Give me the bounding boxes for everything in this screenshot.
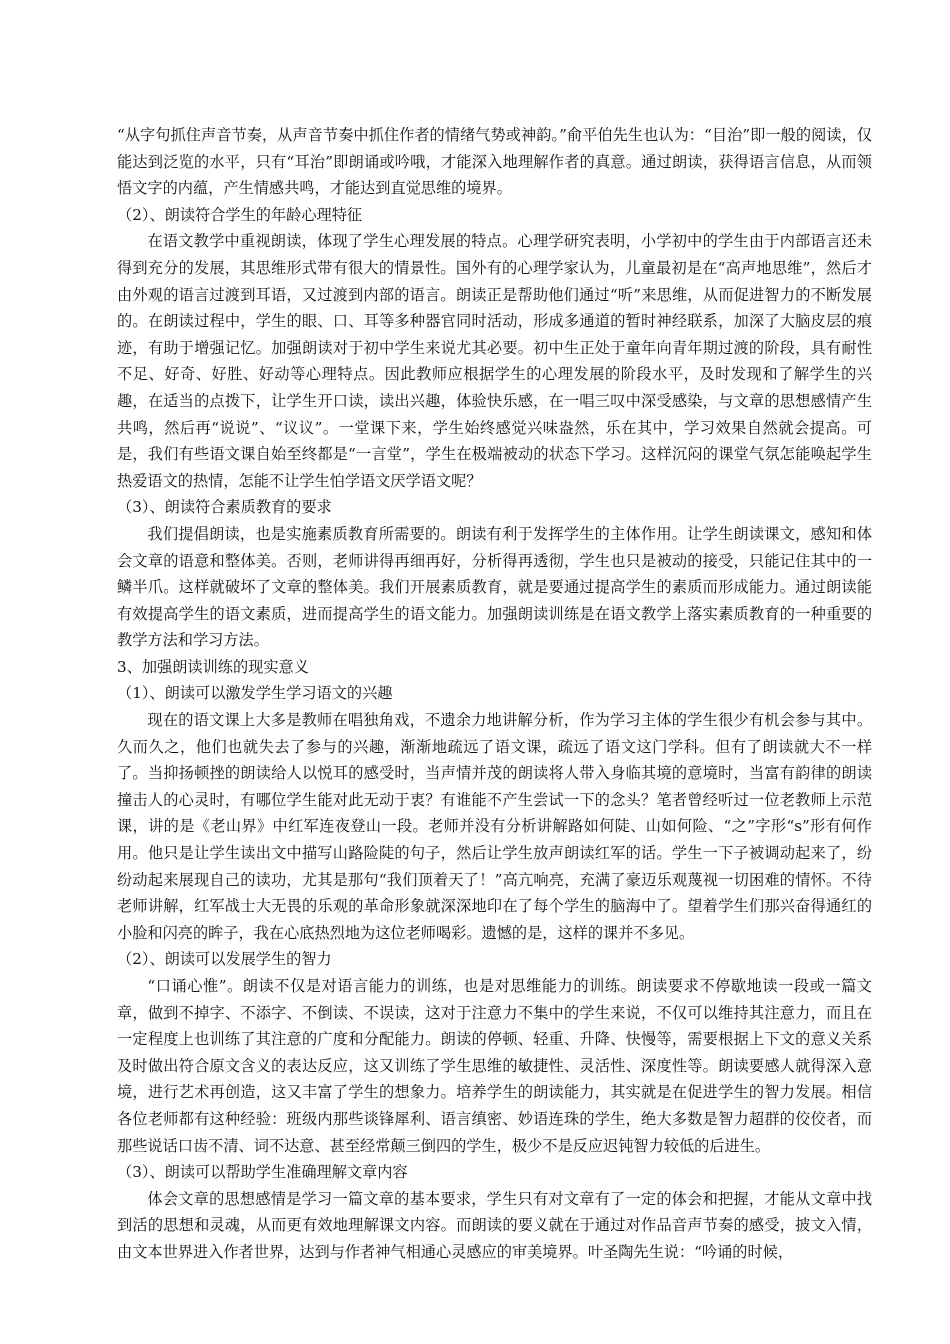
paragraph-body: “从字句抓住声音节奏，从声音节奏中抓住作者的情绪气势或神韵。”俞平伯先生也认为：“目治”即一般的阅读，仅能达到泛览的水平，只有“耳治”即朗诵或吟哦，才能深入地理解作者的真意。通过朗读，获得语言信息，从而领悟文字的内蕴，产生情感共鸣，才能达到直觉思维的境界。 [117, 126, 872, 198]
paragraph-body: 体会文章的思想感情是学习一篇文章的基本要求，学生只有对文章有了一定的体会和把握，才能从文章中找到活的思想和灵魂，从而更有效地理解课文内容。而朗读的要义就在于通过对作品音声节奏的感受，披文入情，由文本世界进入作者世界，达到与作者神气相通心灵感应的审美境界。叶圣陶先生说：“吟诵的时候， [117, 1189, 872, 1261]
subheading-stimulate-interest: （1）、朗读可以激发学生学习语文的兴趣 [117, 684, 393, 703]
paragraph-body: 在语文教学中重视朗读，体现了学生心理发展的特点。心理学研究表明，小学初中的学生由于内部语言还未得到充分的发展，其思维形式带有很大的情景性。国外有的心理学家认为，儿童最初是在“高声地思维”，然后才由外观的语言过渡到耳语，又过渡到内部的语言。朗读正是帮助他们通过“听”来思维，从而促进智力的不断发展的。在朗读过程中，学生的眼、口、耳等多种器官同时活动，形成多通道的暂时神经联系，加深了大脑皮层的痕迹，有助于增强记忆。加强朗读对于初中学生来说尤其必要。初中生正处于童年向青年期过渡的阶段，具有耐性不足、好奇、好胜、好动等心理特点。因此教师应根据学生的心理发展的阶段水平，及时发现和了解学生的兴趣，在适当的点拨下，让学生开口读，读出兴趣，体验快乐感，在一唱三叹中深受感染，与文章的思想感情产生共鸣，然后再“说说”、“议议”。一堂课下来，学生始终感觉兴味盎然，乐在其中，学习效果自然就会提高。可是，我们有些语文课自始至终都是“一言堂”，学生在极端被动的状态下学习。这样沉闷的课堂气氛怎能唤起学生热爱语文的热情，怎能不让学生怕学语文厌学语文呢？ [117, 232, 872, 490]
section-heading-practical-significance: 3、加强朗读训练的现实意义 [117, 657, 309, 676]
paragraph-body: “口诵心惟”。朗读不仅是对语言能力的训练，也是对思维能力的训练。朗读要求不停歇地读一段或一篇文章，做到不掉字、不添字、不倒读、不误读，这对于注意力不集中的学生来说，不仅可以维持其注意力，而且在一定程度上也训练了其注意的广度和分配能力。朗读的停顿、轻重、升降、快慢等，需要根据上下文的意义关系及时做出符合原文含义的表达反应，这又训练了学生思维的敏捷性、灵活性、深度性等。朗读要感人就得深入意境，进行艺术再创造，这又丰富了学生的想象力。培养学生的朗读能力，其实就是在促进学生的智力发展。相信各位老师都有这种经验：班级内那些谈锋犀利、语言缜密、妙语连珠的学生，绝大多数是智力超群的佼佼者，而那些说话口齿不清、词不达意、甚至经常颠三倒四的学生，极少不是反应迟钝智力较低的后进生。 [117, 977, 872, 1155]
subheading-develop-intelligence: （2）、朗读可以发展学生的智力 [117, 950, 332, 969]
paragraph-body: 我们提倡朗读，也是实施素质教育所需要的。朗读有利于发挥学生的主体作用。让学生朗读课文，感知和体会文章的语意和整体美。否则，老师讲得再细再好，分析得再透彻，学生也只是被动的接受，只能记住其中的一鳞半爪。这样就破坏了文章的整体美。我们开展素质教育，就是要通过提高学生的素质而形成能力。通过朗读能有效提高学生的语文素质，进而提高学生的语文能力。加强朗读训练是在语文教学上落实素质教育的一种重要的教学方法和学习方法。 [117, 524, 872, 650]
subheading-understand-content: （3）、朗读可以帮助学生准确理解文章内容 [117, 1163, 408, 1182]
paragraph-body: 现在的语文课上大多是教师在唱独角戏，不遗余力地讲解分析，作为学习主体的学生很少有机会参与其中。久而久之，他们也就失去了参与的兴趣，渐渐地疏远了语文课，疏远了语文这门学科。但有了朗读就大不一样了。当抑扬顿挫的朗读给人以悦耳的感受时，当声情并茂的朗读将人带入身临其境的意境时，当富有韵律的朗读撞击人的心灵时，有哪位学生能对此无动于衷？有谁能不产生尝试一下的念头？笔者曾经听过一位老教师上示范课，讲的是《老山界》中红军连夜登山一段。老师并没有分析讲解路如何陡、山如何险、“之”字形“s”形有何作用。他只是让学生读出文中描写山路险陡的句子，然后让学生放声朗读红军的话。学生一下子被调动起来了，纷纷动起来展现自己的读功，尤其是那句“我们顶着天了！”高亢响亮，充满了豪迈乐观蔑视一切困难的情怀。不待老师讲解，红军战士大无畏的乐观的革命形象就深深地印在了每个学生的脑海中了。望着学生们那兴奋得通红的小脸和闪亮的眸子，我在心底热烈地为这位老师喝彩。遗憾的是，这样的课并不多见。 [117, 711, 872, 942]
subheading-quality-education: （3）、朗读符合素质教育的要求 [117, 498, 332, 517]
subheading-age-psychology: （2）、朗读符合学生的年龄心理特征 [117, 205, 363, 224]
document-body [117, 122, 872, 1266]
